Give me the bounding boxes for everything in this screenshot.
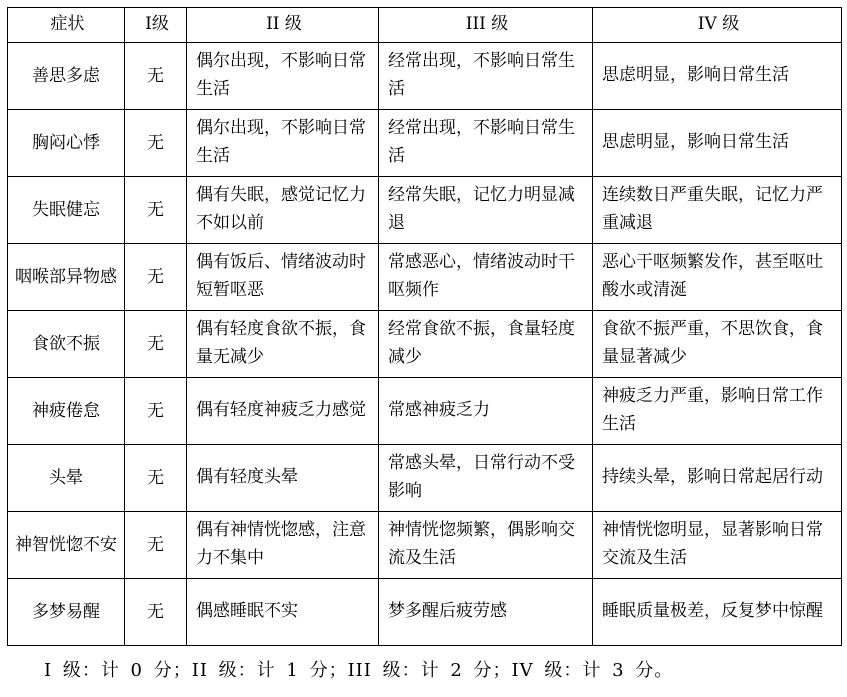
cell-grade-4: 神疲乏力严重，影响日常工作生活 xyxy=(593,378,842,445)
table-row xyxy=(8,512,842,579)
cell-grade-2: 偶感睡眠不实 xyxy=(187,579,379,646)
cell-grade-4: 持续头晕，影响日常起居行动 xyxy=(593,445,842,512)
cell-symptom: 善思多虑 xyxy=(8,43,125,110)
symptom-grading-table xyxy=(7,7,842,646)
table-row xyxy=(8,43,842,110)
cell-grade-4: 睡眠质量极差，反复梦中惊醒 xyxy=(593,579,842,646)
header-grade-3: III 级 xyxy=(379,8,593,43)
cell-grade-3: 常感头晕，日常行动不受影响 xyxy=(379,445,593,512)
table-header-row xyxy=(8,8,842,43)
cell-grade-2: 偶有轻度头晕 xyxy=(187,445,379,512)
table-row xyxy=(8,445,842,512)
cell-grade-3: 经常食欲不振，食量轻度减少 xyxy=(379,311,593,378)
cell-symptom: 失眠健忘 xyxy=(8,177,125,244)
table-row xyxy=(8,378,842,445)
cell-grade-1: 无 xyxy=(125,579,187,646)
cell-grade-4: 恶心干呕频繁发作，甚至呕吐酸水或清涎 xyxy=(593,244,842,311)
cell-grade-1: 无 xyxy=(125,311,187,378)
cell-grade-3: 经常出现，不影响日常生活 xyxy=(379,110,593,177)
table-row xyxy=(8,311,842,378)
cell-grade-2: 偶尔出现，不影响日常生活 xyxy=(187,43,379,110)
cell-grade-1: 无 xyxy=(125,43,187,110)
cell-grade-4: 食欲不振严重，不思饮食，食量显著减少 xyxy=(593,311,842,378)
cell-grade-1: 无 xyxy=(125,110,187,177)
cell-grade-4: 神情恍惚明显，显著影响日常交流及生活 xyxy=(593,512,842,579)
cell-grade-3: 梦多醒后疲劳感 xyxy=(379,579,593,646)
cell-grade-1: 无 xyxy=(125,244,187,311)
cell-grade-3: 常感神疲乏力 xyxy=(379,378,593,445)
cell-grade-3: 经常出现，不影响日常生活 xyxy=(379,43,593,110)
cell-grade-4: 思虑明显，影响日常生活 xyxy=(593,43,842,110)
cell-grade-1: 无 xyxy=(125,378,187,445)
cell-symptom: 咽喉部异物感 xyxy=(8,244,125,311)
table-row xyxy=(8,110,842,177)
header-grade-4: IV 级 xyxy=(593,8,842,43)
cell-grade-2: 偶有失眠，感觉记忆力不如以前 xyxy=(187,177,379,244)
cell-grade-4: 思虑明显，影响日常生活 xyxy=(593,110,842,177)
cell-symptom: 多梦易醒 xyxy=(8,579,125,646)
cell-grade-1: 无 xyxy=(125,177,187,244)
scoring-footnote: I 级：计 0 分；II 级：计 1 分；III 级：计 2 分；IV 级：计 3 分。 xyxy=(44,660,674,681)
cell-grade-2: 偶尔出现，不影响日常生活 xyxy=(187,110,379,177)
cell-grade-3: 经常失眠，记忆力明显减退 xyxy=(379,177,593,244)
cell-symptom: 胸闷心悸 xyxy=(8,110,125,177)
cell-grade-2: 偶有饭后、情绪波动时短暂呕恶 xyxy=(187,244,379,311)
cell-grade-2: 偶有轻度神疲乏力感觉 xyxy=(187,378,379,445)
cell-symptom: 头晕 xyxy=(8,445,125,512)
cell-grade-1: 无 xyxy=(125,445,187,512)
header-grade-1: I级 xyxy=(125,8,187,43)
cell-grade-3: 常感恶心，情绪波动时干呕频作 xyxy=(379,244,593,311)
cell-grade-4: 连续数日严重失眠，记忆力严重减退 xyxy=(593,177,842,244)
cell-symptom: 神疲倦怠 xyxy=(8,378,125,445)
cell-grade-3: 神情恍惚频繁，偶影响交流及生活 xyxy=(379,512,593,579)
cell-symptom: 神智恍惚不安 xyxy=(8,512,125,579)
cell-grade-2: 偶有轻度食欲不振，食量无减少 xyxy=(187,311,379,378)
table-row xyxy=(8,244,842,311)
table-row xyxy=(8,177,842,244)
table-row xyxy=(8,579,842,646)
cell-symptom: 食欲不振 xyxy=(8,311,125,378)
cell-grade-2: 偶有神情恍惚感，注意力不集中 xyxy=(187,512,379,579)
header-grade-2: II 级 xyxy=(187,8,379,43)
header-symptom: 症状 xyxy=(8,8,125,43)
cell-grade-1: 无 xyxy=(125,512,187,579)
